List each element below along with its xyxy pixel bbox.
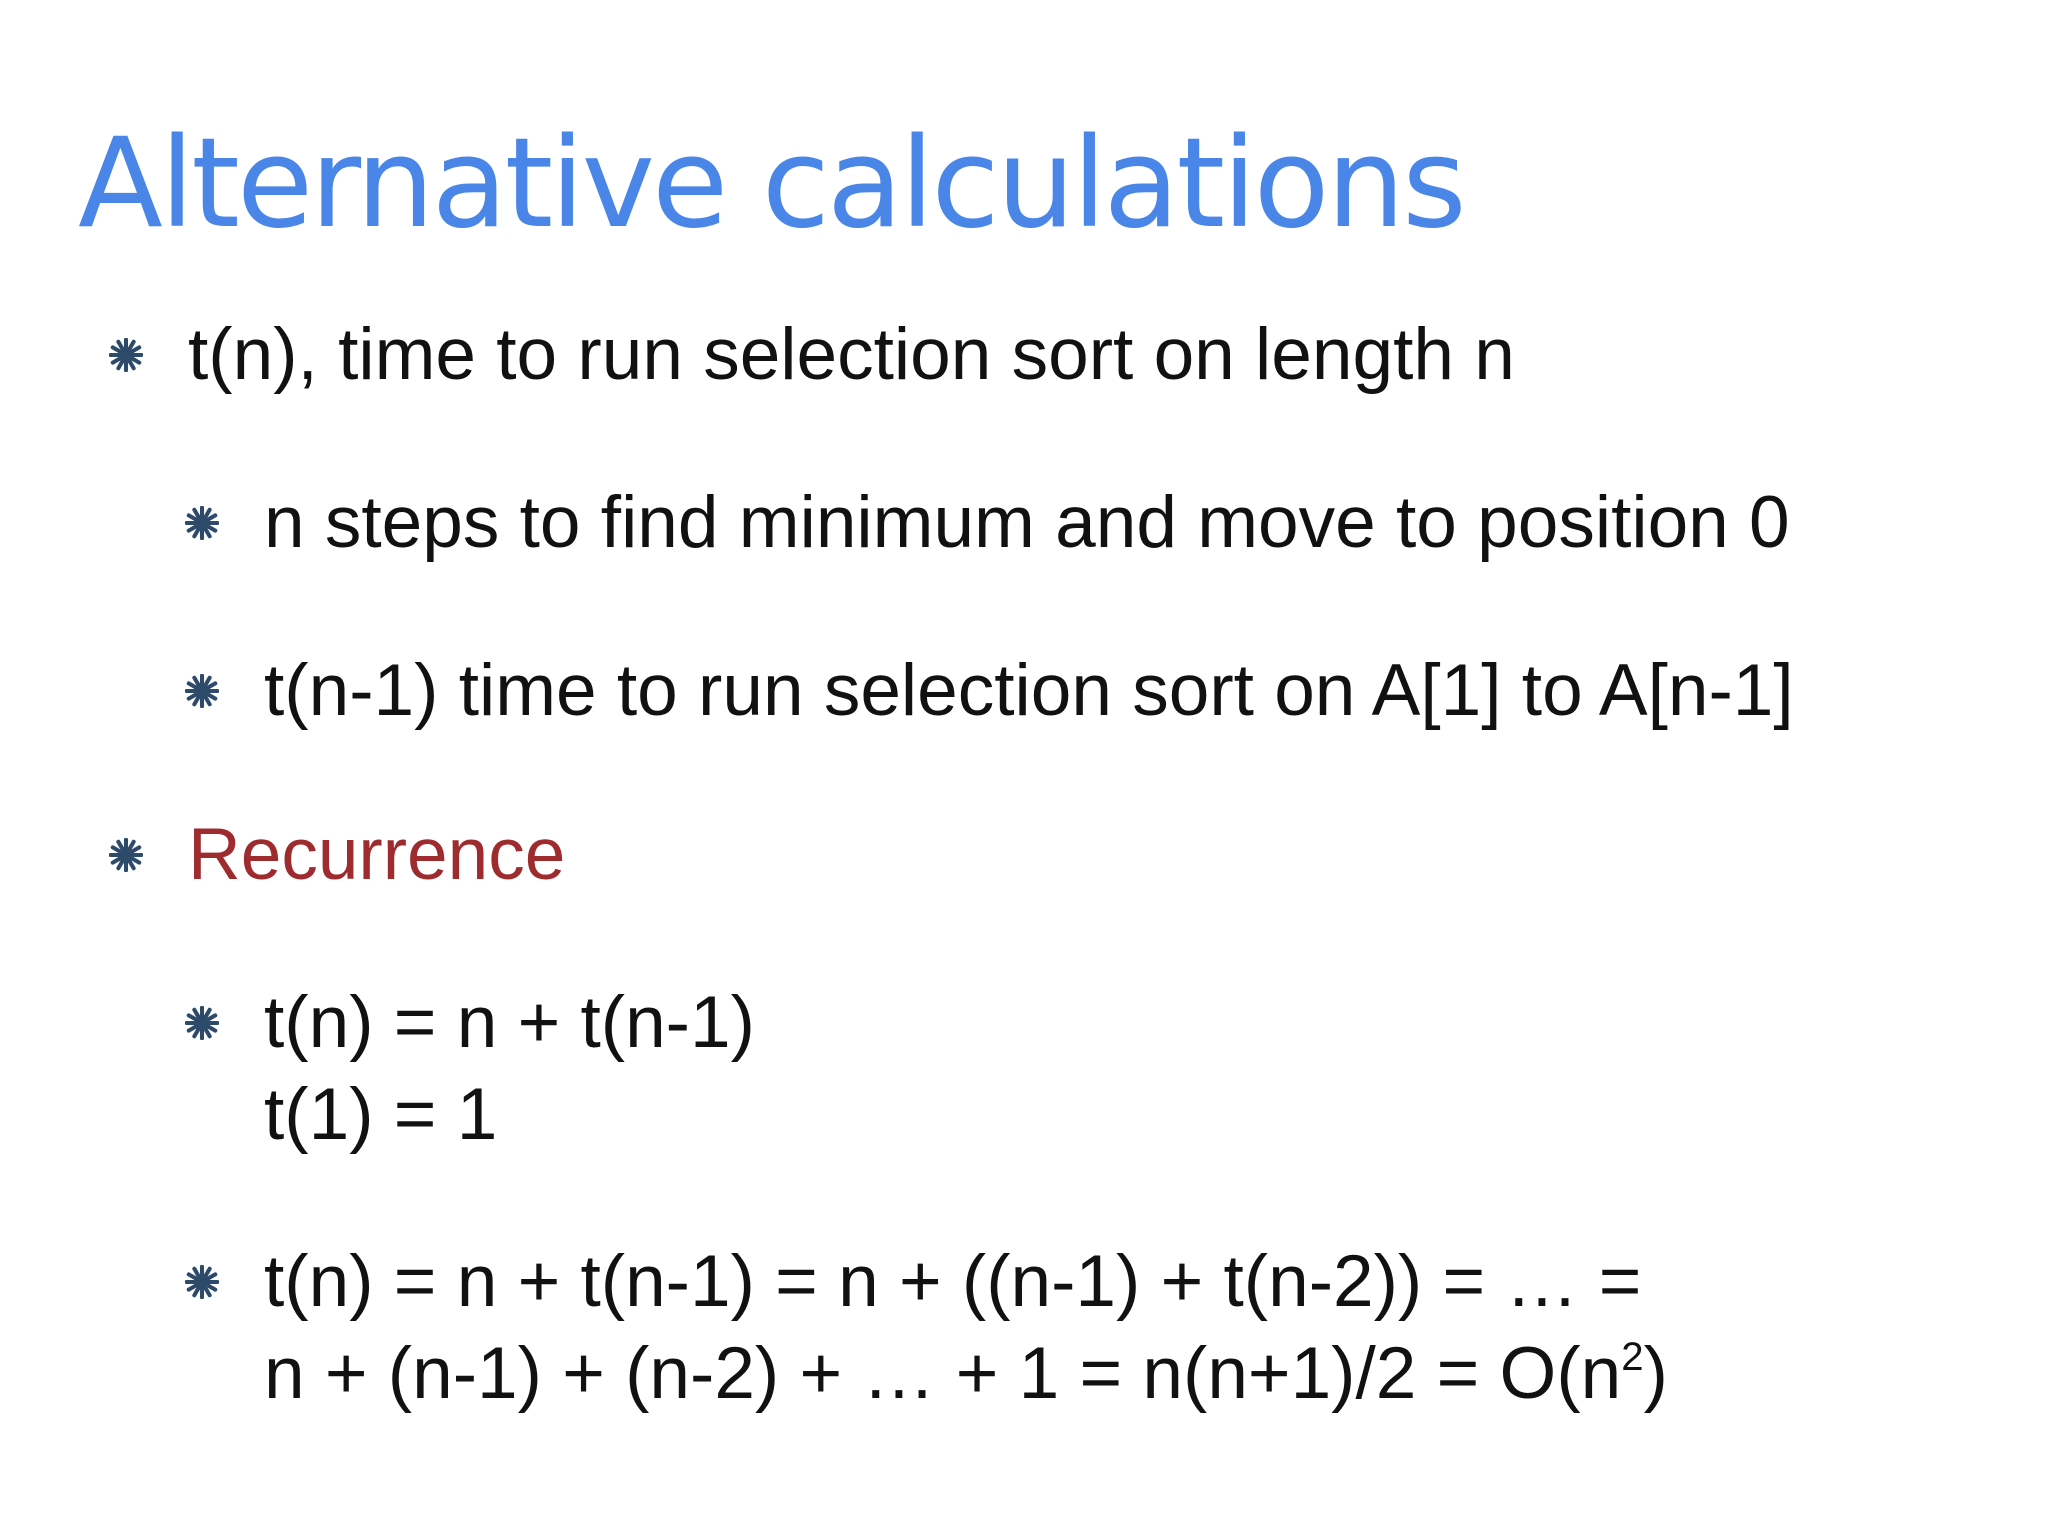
sub-bullet-text: t(n-1) time to run selection sort on A[1] to A[n-1] xyxy=(264,650,1794,731)
expansion-result-line xyxy=(264,1328,1668,1431)
sub-bullet-item xyxy=(180,977,755,1161)
base-case-line: t(1) = 1 xyxy=(264,1074,498,1155)
recurrence-expansion xyxy=(264,1236,1668,1431)
expansion-line: t(n) = n + t(n-1) = n + ((n-1) + t(n-2)) = … = xyxy=(264,1241,1642,1322)
recurrence-heading: Recurrence xyxy=(188,814,566,895)
starburst-bullet-icon xyxy=(104,809,148,901)
sub-bullet-item xyxy=(180,645,1794,737)
exponent: 2 xyxy=(1621,1333,1644,1379)
result-prefix: n + (n-1) + (n-2) + … + 1 = n(n+1)/2 = O(n xyxy=(264,1333,1622,1414)
sub-bullet-item xyxy=(180,1236,1668,1431)
sub-bullet-item xyxy=(180,477,1790,569)
starburst-bullet-icon xyxy=(180,477,224,569)
recurrence-line: t(n) = n + t(n-1) xyxy=(264,982,755,1063)
slide-title: Alternative calculations xyxy=(78,112,1464,256)
bullet-item xyxy=(104,809,565,901)
result-suffix: ) xyxy=(1643,1333,1668,1414)
starburst-bullet-icon xyxy=(104,309,148,401)
starburst-bullet-icon xyxy=(180,1236,224,1328)
bullet-text: t(n), time to run selection sort on length n xyxy=(188,314,1515,395)
recurrence-definition xyxy=(264,977,755,1161)
bullet-item xyxy=(104,309,1515,401)
starburst-bullet-icon xyxy=(180,977,224,1069)
sub-bullet-text: n steps to find minimum and move to position 0 xyxy=(264,482,1790,563)
starburst-bullet-icon xyxy=(180,645,224,737)
